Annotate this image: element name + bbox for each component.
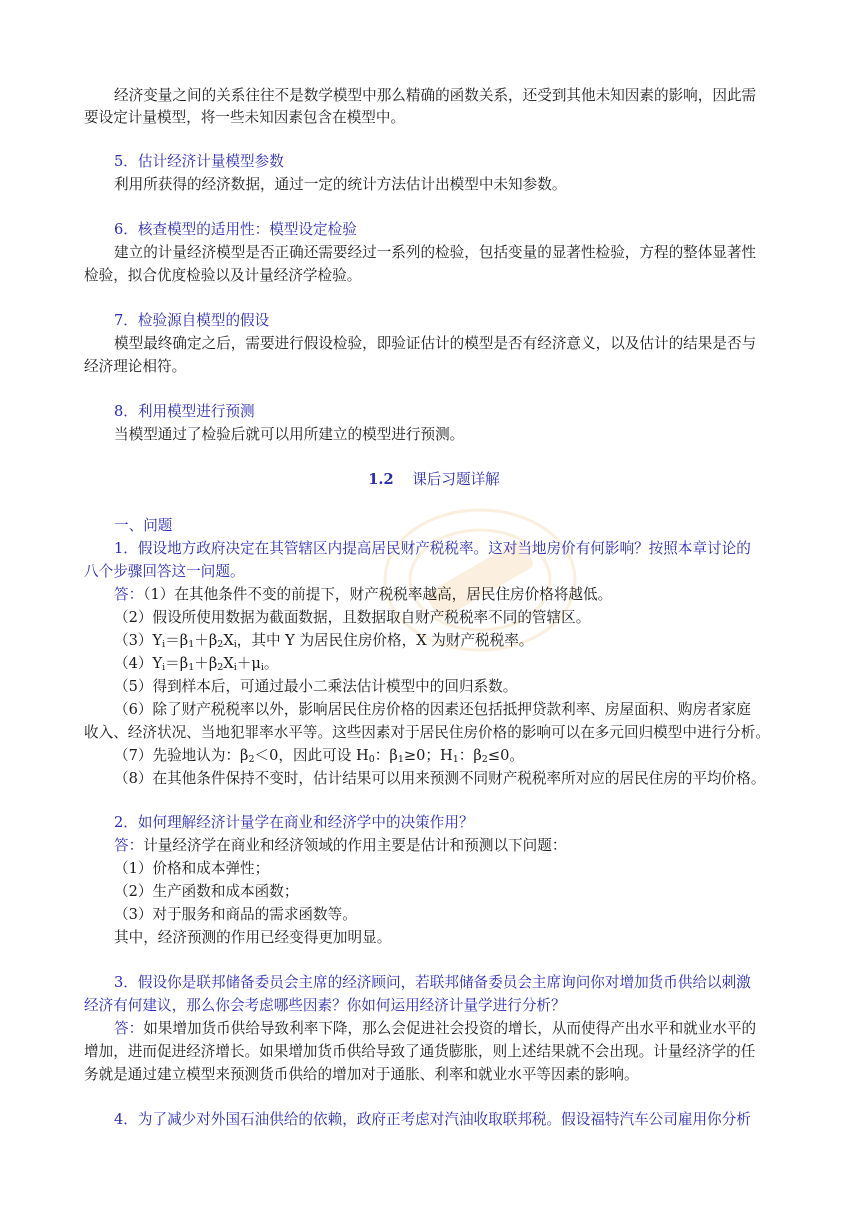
- q1-answer-5: （5）得到样本后，可通过最小二乘法估计模型中的回归系数。: [114, 678, 518, 695]
- q2-item-1: （1）价格和成本弹性；: [114, 860, 270, 877]
- q3-line-1: 3．假设你是联邦储备委员会主席的经济顾问，若联邦储备委员会主席询问你对增加货币供给以刺激: [114, 974, 751, 991]
- intro-line-2: 要设定计量模型，将一些未知因素包含在模型中。: [84, 109, 406, 126]
- q1-answer-7: （7）先验地认为：$\beta_2<0$，因此可设 $H_0$：$\beta_1\ge 0$；$H_1$：$\beta_2\le 0$。: [114, 747, 524, 765]
- q1-answer-8: （8）在其他条件保持不变时，估计结果可以用来预测不同财产税税率所对应的居民住房的平均价格。: [114, 770, 766, 787]
- q2-tail: 其中，经济预测的作用已经变得更加明显。: [114, 929, 392, 946]
- q3-answer-line-1: 答：如果增加货币供给导致利率下降，那么会促进社会投资的增长，从而使得产出水平和就业水平的: [114, 1020, 757, 1037]
- step-8-text: 当模型通过了检验后就可以用所建立的模型进行预测。: [114, 426, 465, 443]
- step-5-text: 利用所获得的经济数据，通过一定的统计方法估计出模型中未知参数。: [114, 176, 567, 193]
- step-7-heading: 7．检验源自模型的假设: [114, 312, 270, 329]
- answer-label: 答：: [114, 837, 144, 854]
- q1-answer-3: $(3)Y_i=\beta_1+\beta_2X_i$，其中 Y 为居民住房价格，X 为财产税税率。: [114, 632, 534, 650]
- step-7-text-2: 经济理论相符。: [84, 358, 187, 375]
- step-6-text-2: 检验，拟合优度检验以及计量经济学检验。: [84, 267, 362, 284]
- step-8-heading: 8．利用模型进行预测: [114, 403, 255, 420]
- q1-answer-4: $(4)Y_i=\beta_1+\beta_2X_i+\mu_i$。: [114, 655, 279, 673]
- q1-line-1: 1．假设地方政府决定在其管辖区内提高居民财产税税率。这对当地房价有何影响？按照本章讨论的: [114, 540, 751, 557]
- q3-line-2: 经济有何建议，那么你会考虑哪些因素？你如何运用经济计量学进行分析？: [84, 997, 566, 1014]
- answer-label: 答：: [114, 586, 144, 603]
- q1-line-2: 八个步骤回答这一问题。: [84, 563, 245, 580]
- step-5-heading: 5．估计经济计量模型参数: [114, 153, 284, 170]
- q1-answer-6-line-2: 收入、经济状况、当地犯罪率水平等。这些因素对于居民住房价格的影响可以在多元回归模型中进行分析。: [84, 724, 770, 741]
- q1-answer-6-line-1: （6）除了财产税税率以外，影响居民住房价格的因素还包括抵押贷款利率、房屋面积、购房者家庭: [114, 701, 751, 718]
- step-6-heading: 6．核查模型的适用性：模型设定检验: [114, 221, 357, 238]
- q4-line-1: 4．为了减少对外国石油供给的依赖，政府正考虑对汽油收取联邦税。假设福特汽车公司雇用你分析: [114, 1111, 751, 1128]
- q3-answer-line-2: 增加，进而促进经济增长。如果增加货币供给导致了通货膨胀，则上述结果就不会出现。计量经济学的任: [84, 1043, 756, 1060]
- section-title: [0, 470, 868, 490]
- q2-answer: 答：计量经济学在商业和经济领域的作用主要是估计和预测以下问题：: [114, 837, 567, 854]
- section-number: 1.2: [368, 471, 394, 488]
- step-6-text-1: 建立的计量经济模型是否正确还需要经过一系列的检验，包括变量的显著性检验，方程的整体显著性: [114, 244, 757, 261]
- q2-question: 2．如何理解经济计量学在商业和经济学中的决策作用？: [114, 814, 474, 831]
- q1-answer-2: （2）假设所使用数据为截面数据，且数据取自财产税税率不同的管辖区。: [114, 609, 591, 626]
- part-heading: 一、问题: [114, 517, 173, 534]
- q2-item-2: （2）生产函数和成本函数；: [114, 883, 299, 900]
- q3-answer-line-3: 务就是通过建立模型来预测货币供给的增加对于通胀、利率和就业水平等因素的影响。: [84, 1066, 639, 1083]
- answer-label: 答：: [114, 1020, 144, 1037]
- q2-item-3: （3）对于服务和商品的需求函数等。: [114, 906, 357, 923]
- section-title-text: 课后习题详解: [412, 471, 500, 488]
- intro-line-1: 经济变量之间的关系往往不是数学模型中那么精确的函数关系，还受到其他未知因素的影响，因此需: [114, 87, 757, 104]
- q1-answer-1: 答：（1）在其他条件不变的前提下，财产税税率越高，居民住房价格将越低。: [114, 586, 613, 603]
- step-7-text-1: 模型最终确定之后，需要进行假设检验，即验证估计的模型是否有经济意义，以及估计的结果是否与: [114, 335, 757, 352]
